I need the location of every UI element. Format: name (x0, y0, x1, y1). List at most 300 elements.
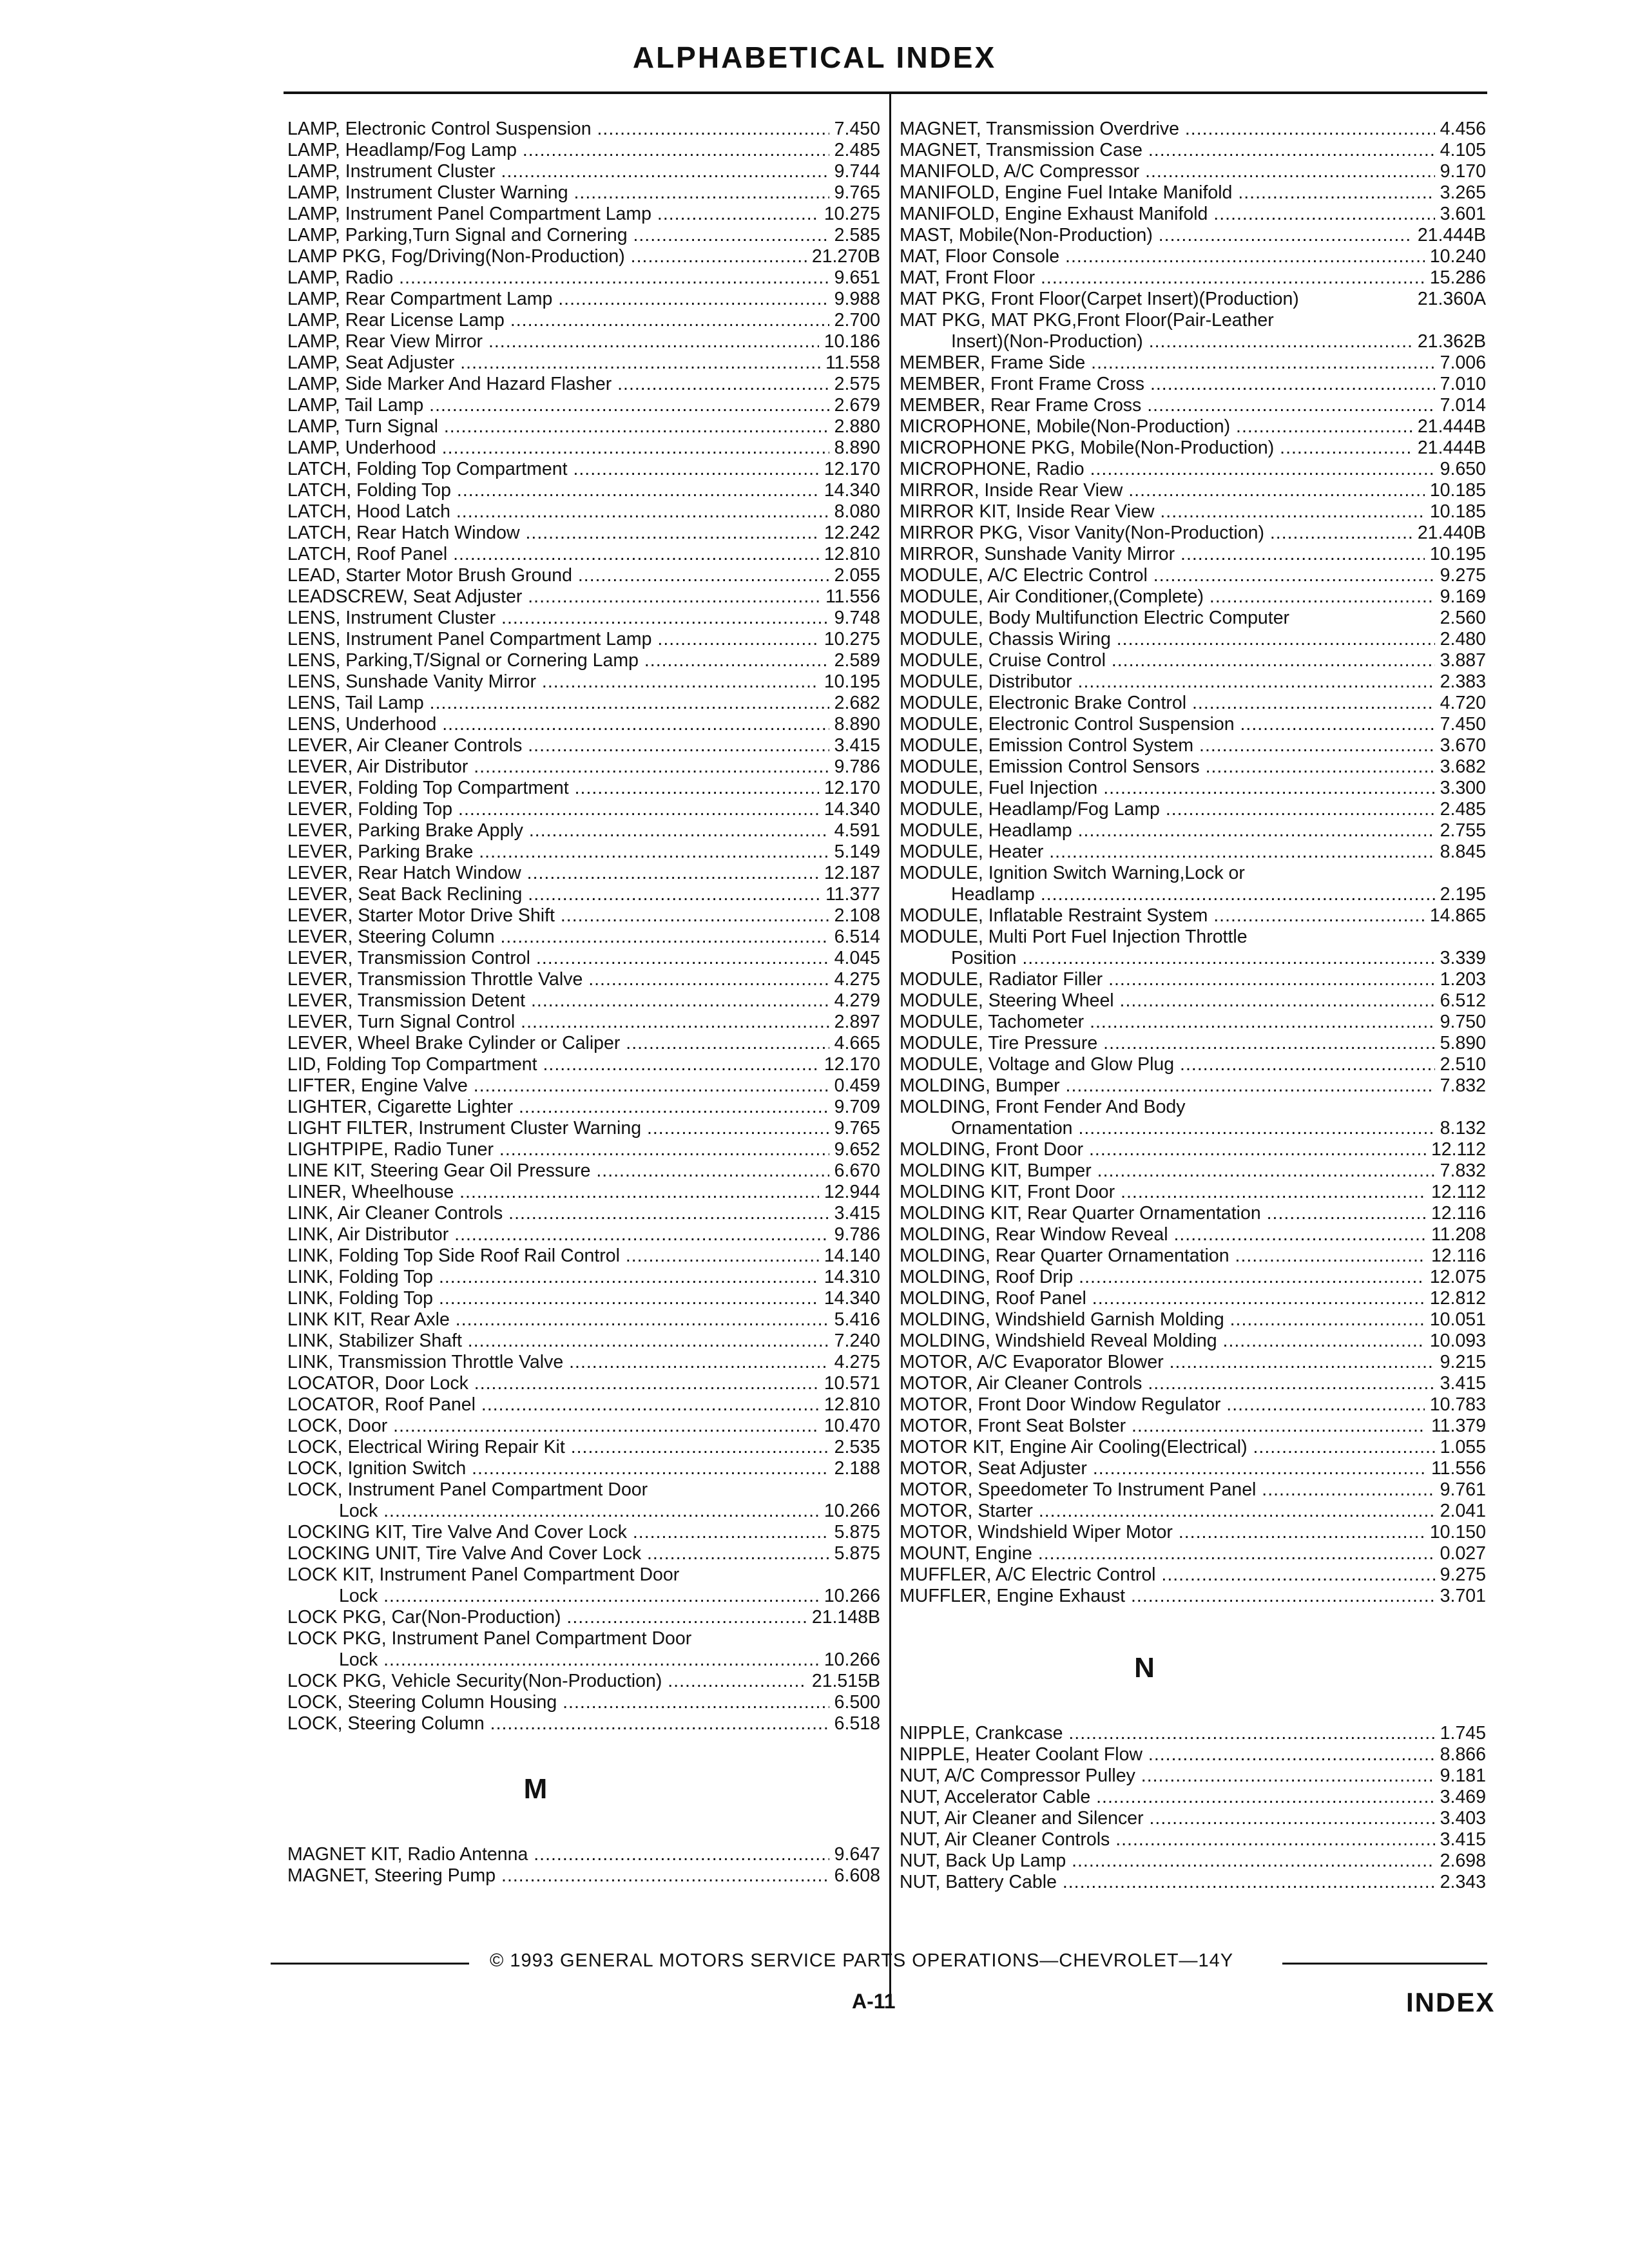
index-entry (287, 1373, 880, 1394)
index-entry (287, 1543, 880, 1564)
entry-name: MIRROR PKG, Visor Vanity(Non-Production) ..... (900, 523, 1486, 544)
index-entry (900, 1054, 1486, 1075)
entry-page-ref: 11.208 (1426, 1224, 1486, 1245)
entry-name-continued: Insert)(Non-Production) ..... (900, 331, 1486, 352)
entry-page-ref: 12.810 (819, 544, 880, 565)
entry-name: MODULE, Voltage and Glow Plug ..... (900, 1054, 1486, 1075)
entry-name: NUT, Accelerator Cable ..... (900, 1787, 1486, 1808)
entry-page-ref: 10.195 (819, 671, 880, 693)
entry-name: MOTOR, A/C Evaporator Blower ..... (900, 1352, 1486, 1373)
entry-name: LINK, Transmission Throttle Valve ..... (287, 1352, 880, 1373)
entry-name: LIFTER, Engine Valve ..... (287, 1075, 880, 1097)
index-entry (287, 501, 880, 523)
entry-name: LOCK PKG, Car(Non-Production) ..... (287, 1607, 880, 1628)
index-entry (287, 416, 880, 437)
left-column (287, 119, 880, 1887)
entry-name: LAMP PKG, Fog/Driving(Non-Production) ..... (287, 246, 880, 267)
index-entry (287, 1118, 880, 1139)
index-entry (287, 1331, 880, 1352)
entry-page-ref: 2.041 (1435, 1501, 1486, 1522)
entry-page-ref: 8.866 (1435, 1744, 1486, 1765)
index-entry (287, 374, 880, 395)
entry-name: MODULE, Electronic Brake Control ..... (900, 693, 1486, 714)
entry-name: LATCH, Folding Top Compartment ..... (287, 459, 880, 480)
entry-name: LOCATOR, Roof Panel ..... (287, 1394, 880, 1416)
index-entry (900, 1224, 1486, 1245)
entry-name: MAGNET KIT, Radio Antenna ..... (287, 1844, 880, 1865)
entry-name: NUT, A/C Compressor Pulley ..... (900, 1765, 1486, 1787)
entry-name: LEVER, Starter Motor Drive Shift ..... (287, 905, 880, 927)
entry-name: LOCK PKG, Instrument Panel Compartment Door (287, 1628, 692, 1649)
index-entry (900, 1744, 1486, 1765)
entry-name: MOLDING, Rear Quarter Ornamentation ..... (900, 1245, 1486, 1267)
entry-name: MODULE, Ignition Switch Warning,Lock or (900, 863, 1245, 883)
entry-name: LENS, Parking,T/Signal or Cornering Lamp ..... (287, 650, 880, 671)
entry-page-ref: 9.765 (829, 182, 880, 204)
entry-name: MAGNET, Transmission Overdrive ..... (900, 119, 1486, 140)
index-entry (287, 352, 880, 374)
index-entry (900, 1331, 1486, 1352)
entry-page-ref: 12.170 (819, 778, 880, 799)
entry-name: MAT PKG, MAT PKG,Front Floor(Pair-Leather (900, 310, 1274, 331)
entry-name: MAT, Floor Console ..... (900, 246, 1486, 267)
index-entry (900, 246, 1486, 267)
entry-page-ref: 11.556 (820, 586, 880, 608)
index-entry (900, 1203, 1486, 1224)
entry-page-ref: 1.745 (1435, 1723, 1486, 1744)
entry-name: LEVER, Folding Top ..... (287, 799, 880, 820)
index-entry (287, 863, 880, 884)
index-entry (900, 990, 1486, 1012)
index-entry (900, 459, 1486, 480)
entry-page-ref: 3.670 (1435, 735, 1486, 756)
entry-name-continued: Position ..... (900, 948, 1486, 969)
entry-page-ref: 1.203 (1435, 969, 1486, 990)
entry-page-ref: 4.591 (829, 820, 880, 841)
entry-name: MAGNET, Steering Pump ..... (287, 1865, 880, 1887)
index-entry (287, 267, 880, 289)
entry-page-ref: 7.450 (1435, 714, 1486, 735)
entry-name-continued: Lock ..... (287, 1649, 880, 1671)
index-entry (287, 119, 880, 140)
entry-name: MOUNT, Engine ..... (900, 1543, 1486, 1564)
index-entry (900, 1522, 1486, 1543)
index-entry (900, 969, 1486, 990)
entry-page-ref: 3.601 (1435, 204, 1486, 225)
entry-page-ref: 2.343 (1435, 1872, 1486, 1893)
entry-page-ref: 7.010 (1435, 374, 1486, 395)
entry-name: LOCK, Door ..... (287, 1416, 880, 1437)
entry-name: LENS, Underhood ..... (287, 714, 880, 735)
entry-name: LOCATOR, Door Lock ..... (287, 1373, 880, 1394)
entry-page-ref: 2.897 (829, 1012, 880, 1033)
entry-name: LOCK, Ignition Switch ..... (287, 1458, 880, 1479)
index-entry (900, 565, 1486, 586)
index-entry (287, 969, 880, 990)
entry-name-continued: Ornamentation ..... (900, 1118, 1486, 1139)
index-entry (900, 714, 1486, 735)
entry-page-ref: 10.240 (1425, 246, 1486, 267)
entry-name: LATCH, Folding Top ..... (287, 480, 880, 501)
entry-name: LINK, Air Distributor ..... (287, 1224, 880, 1245)
footer-rule-left (271, 1963, 469, 1965)
entry-page-ref: 10.275 (819, 204, 880, 225)
index-entry (287, 1479, 880, 1522)
entry-page-ref: 3.415 (829, 1203, 880, 1224)
entry-page-ref: 8.845 (1435, 841, 1486, 863)
entry-name: MODULE, Cruise Control ..... (900, 650, 1486, 671)
entry-page-ref: 2.383 (1435, 671, 1486, 693)
index-entry (287, 1245, 880, 1267)
entry-page-ref: 10.195 (1425, 544, 1486, 565)
entry-name: LEVER, Transmission Control ..... (287, 948, 880, 969)
entry-page-ref: 3.339 (1435, 948, 1486, 969)
entry-page-ref: 14.140 (819, 1245, 880, 1267)
entry-name: LIGHT FILTER, Instrument Cluster Warning ..... (287, 1118, 880, 1139)
entry-name: MODULE, Multi Port Fuel Injection Throttle (900, 927, 1248, 947)
entry-page-ref: 12.187 (819, 863, 880, 884)
index-entry (287, 204, 880, 225)
index-entry (287, 629, 880, 650)
entry-name: MAGNET, Transmission Case ..... (900, 140, 1486, 161)
entry-page-ref: 12.112 (1426, 1182, 1486, 1203)
index-entry (287, 905, 880, 927)
entry-page-ref: 6.518 (829, 1713, 880, 1735)
entry-page-ref: 2.585 (829, 225, 880, 246)
entry-name: LEVER, Transmission Detent ..... (287, 990, 880, 1012)
index-entry (287, 1844, 880, 1865)
entry-page-ref: 2.188 (829, 1458, 880, 1479)
entry-page-ref: 6.608 (829, 1865, 880, 1887)
section-letter-n: N (1134, 1652, 1155, 1684)
entry-name: LENS, Sunshade Vanity Mirror ..... (287, 671, 880, 693)
entry-name: LINK, Stabilizer Shaft ..... (287, 1331, 880, 1352)
entry-name: LOCK, Steering Column ..... (287, 1713, 880, 1735)
entry-name: MIRROR, Sunshade Vanity Mirror ..... (900, 544, 1486, 565)
index-entry (900, 1373, 1486, 1394)
title-rule (284, 91, 1487, 94)
entry-name: MAT PKG, Front Floor(Carpet Insert)(Production) (900, 289, 1299, 309)
index-entry (287, 225, 880, 246)
entry-page-ref: 9.170 (1435, 161, 1486, 182)
entry-name: LEVER, Turn Signal Control ..... (287, 1012, 880, 1033)
entry-name: LIGHTER, Cigarette Lighter ..... (287, 1097, 880, 1118)
entry-name: LINE KIT, Steering Gear Oil Pressure ..... (287, 1160, 880, 1182)
entry-page-ref: 4.279 (829, 990, 880, 1012)
index-entry (900, 608, 1486, 629)
entry-name: LOCK, Steering Column Housing ..... (287, 1692, 880, 1713)
index-entry (900, 1543, 1486, 1564)
entry-name: LENS, Instrument Cluster ..... (287, 608, 880, 629)
index-entry (900, 544, 1486, 565)
entry-page-ref: 3.403 (1435, 1808, 1486, 1829)
entry-name: MEMBER, Frame Side ..... (900, 352, 1486, 374)
entry-page-ref: 10.783 (1425, 1394, 1486, 1416)
entry-page-ref: 8.132 (1435, 1118, 1486, 1139)
entry-page-ref: 9.650 (1435, 459, 1486, 480)
entry-name: LINK KIT, Rear Axle ..... (287, 1309, 880, 1331)
entry-name: MANIFOLD, Engine Fuel Intake Manifold ..... (900, 182, 1486, 204)
index-entry (287, 246, 880, 267)
index-entry (900, 1182, 1486, 1203)
entry-name: LEVER, Air Distributor ..... (287, 756, 880, 778)
entry-page-ref: 9.275 (1435, 1564, 1486, 1586)
index-entry (287, 756, 880, 778)
index-entry (900, 629, 1486, 650)
entry-page-ref: 0.027 (1435, 1543, 1486, 1564)
entry-name: MIRROR KIT, Inside Rear View ..... (900, 501, 1486, 523)
entry-page-ref: 3.682 (1435, 756, 1486, 778)
entry-page-ref: 10.571 (819, 1373, 880, 1394)
index-entry (287, 1352, 880, 1373)
index-list-m (287, 1844, 880, 1887)
entry-name: LATCH, Hood Latch ..... (287, 501, 880, 523)
entry-name: MOTOR KIT, Engine Air Cooling(Electrical) ..... (900, 1437, 1486, 1458)
entry-page-ref: 21.444B (1412, 437, 1486, 459)
entry-page-ref: 10.266 (819, 1501, 880, 1522)
entry-page-ref: 9.765 (829, 1118, 880, 1139)
index-entry (287, 331, 880, 352)
index-entry (900, 778, 1486, 799)
entry-name: MOLDING, Bumper ..... (900, 1075, 1486, 1097)
entry-name: LIGHTPIPE, Radio Tuner ..... (287, 1139, 880, 1160)
index-entry (900, 756, 1486, 778)
index-entry (900, 586, 1486, 608)
index-entry (900, 1872, 1486, 1893)
index-entry (287, 1160, 880, 1182)
entry-page-ref: 7.014 (1435, 395, 1486, 416)
entry-page-ref: 2.589 (829, 650, 880, 671)
index-entry (287, 693, 880, 714)
index-entry (900, 1829, 1486, 1850)
entry-name: LAMP, Turn Signal ..... (287, 416, 880, 437)
index-entry (900, 927, 1486, 969)
entry-name: LEVER, Air Cleaner Controls ..... (287, 735, 880, 756)
index-entry (900, 501, 1486, 523)
entry-page-ref: 8.890 (829, 437, 880, 459)
index-entry (900, 182, 1486, 204)
entry-name: LAMP, Instrument Cluster Warning ..... (287, 182, 880, 204)
entry-page-ref: 4.456 (1435, 119, 1486, 140)
entry-name: MODULE, Electronic Control Suspension ..... (900, 714, 1486, 735)
index-entry (900, 1352, 1486, 1373)
index-entry (900, 1245, 1486, 1267)
entry-page-ref: 14.310 (819, 1267, 880, 1288)
entry-name-continued: Lock ..... (287, 1501, 880, 1522)
entry-page-ref: 4.720 (1435, 693, 1486, 714)
entry-page-ref: 8.890 (829, 714, 880, 735)
entry-page-ref: 10.470 (819, 1416, 880, 1437)
index-entry (287, 182, 880, 204)
entry-name: MAST, Mobile(Non-Production) ..... (900, 225, 1486, 246)
index-entry (900, 905, 1486, 927)
entry-page-ref: 10.266 (819, 1649, 880, 1671)
index-entry (900, 693, 1486, 714)
entry-page-ref: 9.709 (829, 1097, 880, 1118)
index-entry (900, 523, 1486, 544)
entry-page-ref: 9.786 (829, 756, 880, 778)
index-entry (900, 1309, 1486, 1331)
entry-name: MODULE, Emission Control Sensors ..... (900, 756, 1486, 778)
entry-name: MODULE, Steering Wheel ..... (900, 990, 1486, 1012)
entry-name: MEMBER, Rear Frame Cross ..... (900, 395, 1486, 416)
entry-page-ref: 2.055 (829, 565, 880, 586)
entry-name: MOLDING, Front Fender And Body (900, 1097, 1186, 1117)
entry-name: LAMP, Seat Adjuster ..... (287, 352, 880, 374)
index-entry (287, 714, 880, 735)
index-entry (287, 799, 880, 820)
entry-name: LOCKING KIT, Tire Valve And Cover Lock ..... (287, 1522, 880, 1543)
index-entry (900, 820, 1486, 841)
entry-name: LINK, Folding Top ..... (287, 1267, 880, 1288)
index-entry (900, 1139, 1486, 1160)
entry-page-ref: 11.379 (1426, 1416, 1486, 1437)
entry-page-ref: 3.701 (1435, 1586, 1486, 1607)
entry-name: LEADSCREW, Seat Adjuster ..... (287, 586, 880, 608)
entry-name: MODULE, A/C Electric Control ..... (900, 565, 1486, 586)
entry-page-ref: 10.186 (819, 331, 880, 352)
entry-page-ref: 2.679 (829, 395, 880, 416)
index-entry (900, 374, 1486, 395)
index-entry (287, 735, 880, 756)
entry-name: LAMP, Instrument Panel Compartment Lamp ..... (287, 204, 880, 225)
index-entry (287, 1182, 880, 1203)
index-entry (900, 1723, 1486, 1744)
entry-page-ref: 2.575 (829, 374, 880, 395)
index-entry (900, 1850, 1486, 1872)
entry-name: LATCH, Roof Panel ..... (287, 544, 880, 565)
entry-page-ref: 10.185 (1425, 501, 1486, 523)
entry-name: MOLDING, Rear Window Reveal ..... (900, 1224, 1486, 1245)
entry-page-ref: 5.890 (1435, 1033, 1486, 1054)
index-entry (900, 480, 1486, 501)
entry-page-ref: 3.300 (1435, 778, 1486, 799)
entry-page-ref: 4.275 (829, 969, 880, 990)
index-entry (900, 1586, 1486, 1607)
index-entry (287, 1203, 880, 1224)
entry-name: LAMP, Side Marker And Hazard Flasher ..... (287, 374, 880, 395)
index-entry (900, 267, 1486, 289)
index-entry (287, 1033, 880, 1054)
entry-name: MODULE, Chassis Wiring ..... (900, 629, 1486, 650)
entry-name: LATCH, Rear Hatch Window ..... (287, 523, 880, 544)
entry-page-ref: 5.875 (829, 1543, 880, 1564)
index-list-n (900, 1723, 1486, 1893)
entry-name: MUFFLER, A/C Electric Control ..... (900, 1564, 1486, 1586)
entry-page-ref: 21.270B (807, 246, 880, 267)
entry-page-ref: 2.880 (829, 416, 880, 437)
index-entry (900, 1394, 1486, 1416)
index-entry (287, 1628, 880, 1671)
entry-name: MOLDING, Windshield Garnish Molding ..... (900, 1309, 1486, 1331)
index-entry (287, 565, 880, 586)
index-entry (287, 1012, 880, 1033)
index-entry (287, 140, 880, 161)
entry-page-ref: 6.512 (1435, 990, 1486, 1012)
index-entry (287, 1097, 880, 1118)
entry-page-ref: 7.006 (1435, 352, 1486, 374)
index-entry (287, 1075, 880, 1097)
entry-page-ref: 6.514 (829, 927, 880, 948)
entry-name: MODULE, Inflatable Restraint System ..... (900, 905, 1486, 927)
index-entry (287, 1267, 880, 1288)
entry-name: LEAD, Starter Motor Brush Ground ..... (287, 565, 880, 586)
entry-page-ref: 3.415 (1435, 1829, 1486, 1850)
entry-name: LEVER, Folding Top Compartment ..... (287, 778, 880, 799)
entry-page-ref: 14.340 (819, 1288, 880, 1309)
entry-page-ref: 9.761 (1435, 1479, 1486, 1501)
index-entry (287, 1458, 880, 1479)
entry-name: LAMP, Radio ..... (287, 267, 880, 289)
entry-page-ref: 3.415 (1435, 1373, 1486, 1394)
entry-page-ref: 11.556 (1426, 1458, 1486, 1479)
index-entry (900, 1416, 1486, 1437)
entry-page-ref: 10.266 (819, 1586, 880, 1607)
entry-page-ref: 4.105 (1435, 140, 1486, 161)
index-entry (900, 140, 1486, 161)
entry-page-ref: 9.786 (829, 1224, 880, 1245)
index-entry (287, 608, 880, 629)
entry-page-ref: 2.510 (1435, 1054, 1486, 1075)
entry-name: NUT, Battery Cable ..... (900, 1872, 1486, 1893)
entry-page-ref: 2.485 (1435, 799, 1486, 820)
entry-name: LAMP, Parking,Turn Signal and Cornering ..... (287, 225, 880, 246)
index-entry (900, 1765, 1486, 1787)
entry-page-ref: 2.485 (829, 140, 880, 161)
right-column (900, 119, 1486, 1893)
entry-name: MICROPHONE PKG, Mobile(Non-Production) ..... (900, 437, 1486, 459)
entry-page-ref: 7.240 (829, 1331, 880, 1352)
index-entry (287, 1416, 880, 1437)
entry-page-ref: 9.750 (1435, 1012, 1486, 1033)
entry-name: LEVER, Seat Back Reclining ..... (287, 884, 880, 905)
entry-page-ref: 7.832 (1435, 1160, 1486, 1182)
entry-page-ref: 4.665 (829, 1033, 880, 1054)
page-number: A-11 (852, 1990, 896, 2013)
index-entry (287, 1692, 880, 1713)
entry-name: NUT, Air Cleaner Controls ..... (900, 1829, 1486, 1850)
entry-name: LAMP, Headlamp/Fog Lamp ..... (287, 140, 880, 161)
entry-page-ref: 10.185 (1425, 480, 1486, 501)
index-entry (287, 1309, 880, 1331)
page-title: ALPHABETICAL INDEX (632, 41, 997, 74)
entry-name: LENS, Tail Lamp ..... (287, 693, 880, 714)
entry-page-ref: 12.944 (819, 1182, 880, 1203)
index-entry (900, 416, 1486, 437)
index-entry (287, 820, 880, 841)
index-entry (900, 1075, 1486, 1097)
entry-name: MOLDING, Roof Drip ..... (900, 1267, 1486, 1288)
entry-name: MEMBER, Front Frame Cross ..... (900, 374, 1486, 395)
index-entry (287, 671, 880, 693)
entry-name: MODULE, Air Conditioner,(Complete) ..... (900, 586, 1486, 608)
entry-name: NUT, Back Up Lamp ..... (900, 1850, 1486, 1872)
index-entry (900, 119, 1486, 140)
entry-page-ref: 15.286 (1425, 267, 1486, 289)
index-entry (900, 310, 1486, 352)
entry-name: LEVER, Parking Brake ..... (287, 841, 880, 863)
index-entry (900, 735, 1486, 756)
entry-name: LINK, Air Cleaner Controls ..... (287, 1203, 880, 1224)
entry-name: LEVER, Transmission Throttle Valve ..... (287, 969, 880, 990)
index-entry (900, 1160, 1486, 1182)
entry-page-ref: 12.116 (1426, 1245, 1486, 1267)
index-entry (900, 1012, 1486, 1033)
entry-page-ref: 21.440B (1412, 523, 1486, 544)
entry-page-ref: 9.275 (1435, 565, 1486, 586)
entry-page-ref: 9.651 (829, 267, 880, 289)
index-entry (900, 841, 1486, 863)
